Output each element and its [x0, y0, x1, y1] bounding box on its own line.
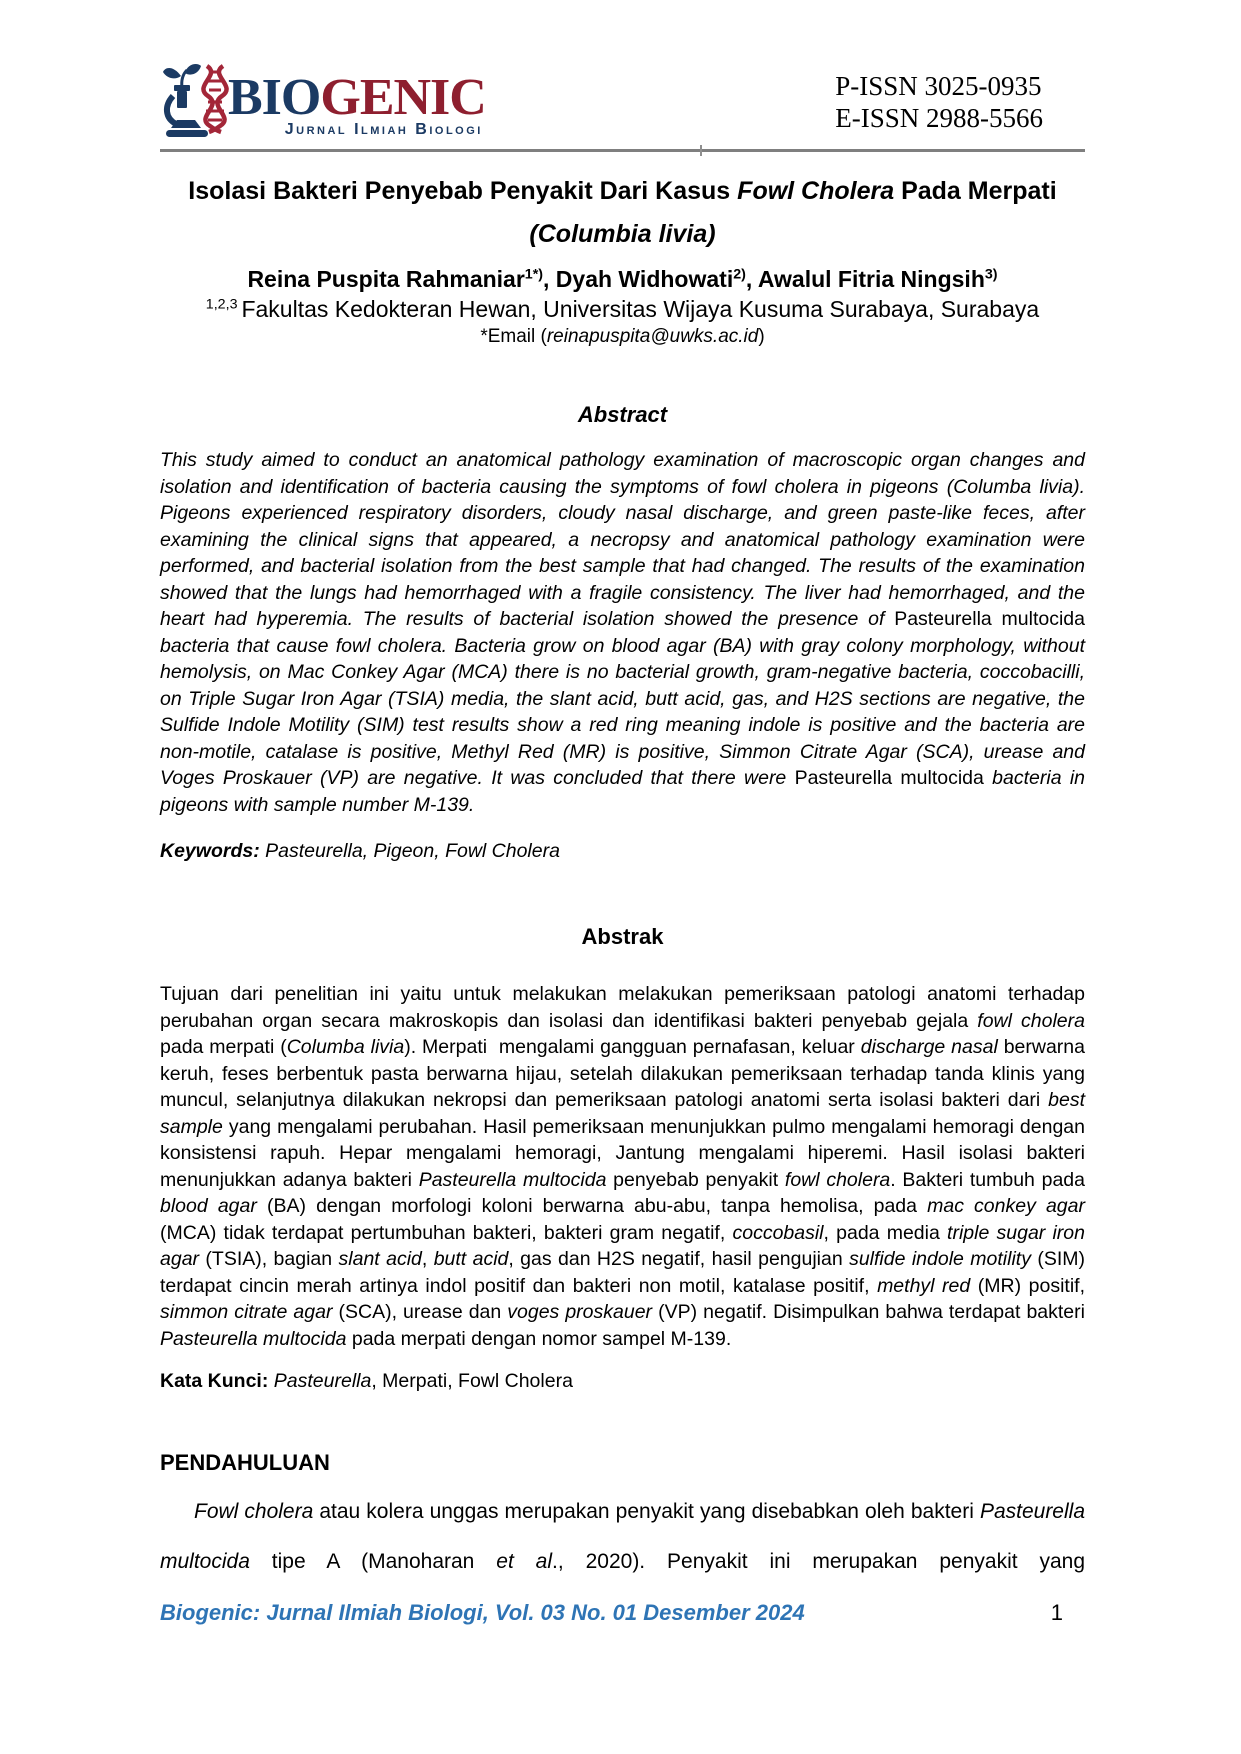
logo-genic-text: GENIC	[320, 69, 486, 126]
issn-block	[835, 70, 1085, 134]
intro-paragraph: Fowl cholera atau kolera unggas merupakan penyakit yang disebabkan oleh bakteri Pasteurella multocida tipe A (Manoharan et al., 2020). Penyakit ini merupakan penyakit yang	[160, 1500, 1085, 1573]
microscope-dna-icon	[160, 62, 234, 140]
keywords-id: Kata Kunci: Pasteurella, Merpati, Fowl Cholera	[160, 1370, 573, 1392]
keywords-en: Keywords: Pasteurella, Pigeon, Fowl Cholera	[160, 840, 560, 862]
biogenic-logo	[160, 62, 486, 140]
header-divider	[160, 149, 1085, 152]
abstract-id-paragraph: Tujuan dari penelitian ini yaitu untuk melakukan melakukan pemeriksaan patologi anatomi terhadap perubahan organ secara makroskopis dan isolasi dan identifikasi bakteri penyebab gejala fowl cholera pada merpati (Columba livia). Merpati mengalami gangguan pernafasan, keluar discharge nasal berwarna keruh, feses berbentuk pasta berwarna hijau, setelah dilakukan pemeriksaan terhadap tanda klinis yang muncul, selanjutnya dilakukan nekropsi dan pemeriksaan patologi anatomi serta isolasi bakteri dari best sample yang mengalami perubahan. Hasil pemeriksaan menunjukkan pulmo mengalami hemoragi dengan konsistensi rapuh. Hepar mengalami hemoragi, Jantung mengalami hiperemi. Hasil isolasi bakteri menunjukkan adanya bakteri Pasteurella multocida penyebab penyakit fowl cholera. Bakteri tumbuh pada blood agar (BA) dengan morfologi koloni berwarna abu-abu, tanpa hemolisa, pada mac conkey agar (MCA) tidak terdapat pertumbuhan bakteri, bakteri gram negatif, coccobasil, pada media triple sugar iron agar (TSIA), bagian slant acid, butt acid, gas dan H2S negatif, hasil pengujian sulfide indole motility (SIM) terdapat cincin merah artinya indol positif dan bakteri non motil, katalase positif, methyl red (MR) positif, simmon citrate agar (SCA), urease dan voges proskauer (VP) negatif. Disimpulkan bahwa terdapat bakteri Pasteurella multocida pada merpati dengan nomor sampel M-139.	[160, 983, 1085, 1350]
page-header	[160, 62, 1085, 142]
logo-bio-text: BIO	[228, 69, 321, 126]
logo-wordmark	[228, 69, 486, 126]
abstract-en-paragraph: This study aimed to conduct an anatomical pathology examination of macroscopic organ changes and isolation and identification of bacteria causing the symptoms of fowl cholera in pigeons (Columba livia). Pigeons experienced respiratory disorders, cloudy nasal discharge, and green paste-like feces, after examining the clinical signs that appeared, a necropsy and anatomical pathology examination were performed, and bacterial isolation from the best sample that had changed. The results of the examination showed that the lungs had hemorrhaged with a fragile consistency. The liver had hemorrhaged, and the heart had hyperemia. The results of bacterial isolation showed the presence of Pasteurella multocida bacteria that cause fowl cholera. Bacteria grow on blood agar (BA) with gray colony morphology, without hemolysis, on Mac Conkey Agar (MCA) there is no bacterial growth, gram-negative bacteria, coccobacilli, on Triple Sugar Iron Agar (TSIA) media, the slant acid, butt acid, gas, and H2S sections are negative, the Sulfide Indole Motility (SIM) test results show a red ring meaning indole is positive and the bacteria are non-motile, catalase is positive, Methyl Red (MR) is positive, Simmon Citrate Agar (SCA), urease and Voges Proskauer (VP) are negative. It was concluded that there were Pasteurella multocida bacteria in pigeons with sample number M-139.	[160, 449, 1086, 816]
article-title-line1: Isolasi Bakteri Penyebab Penyakit Dari Kasus Fowl Cholera Pada Merpati	[188, 177, 1057, 205]
logo-tagline: Jurnal Ilmiah Biologi	[284, 121, 483, 138]
footer-page-number: 1	[1050, 1600, 1063, 1625]
page-footer	[160, 1600, 1085, 1626]
e-issn: E-ISSN 2988-5566	[835, 103, 1043, 133]
author-list: Reina Puspita Rahmaniar$^{1*)}$, Dyah Widhowati$^{2)}$, Awalul Fitria Ningsih$^{3)}$	[247, 266, 998, 292]
section-heading-pendahuluan: PENDAHULUAN	[160, 1450, 330, 1475]
affiliation: $^{1,2,3}$ Fakultas Kedokteran Hewan, Universitas Wijaya Kusuma Surabaya, Surabaya	[205, 296, 1040, 322]
logo-text-block	[228, 69, 486, 139]
email-line: *Email (reinapuspita@uwks.ac.id)	[480, 326, 765, 347]
p-issn: P-ISSN 3025-0935	[835, 71, 1042, 101]
footer-journal-line: Biogenic: Jurnal Ilmiah Biologi, Vol. 03 No. 01 Desember 2024	[160, 1600, 805, 1625]
article-title-line2: (Columbia livia)	[529, 220, 716, 248]
header-divider-tick	[700, 145, 702, 156]
article-title	[160, 176, 1085, 249]
abstract-en-heading: Abstract	[577, 402, 668, 427]
abstract-id-heading: Abstrak	[581, 924, 664, 949]
